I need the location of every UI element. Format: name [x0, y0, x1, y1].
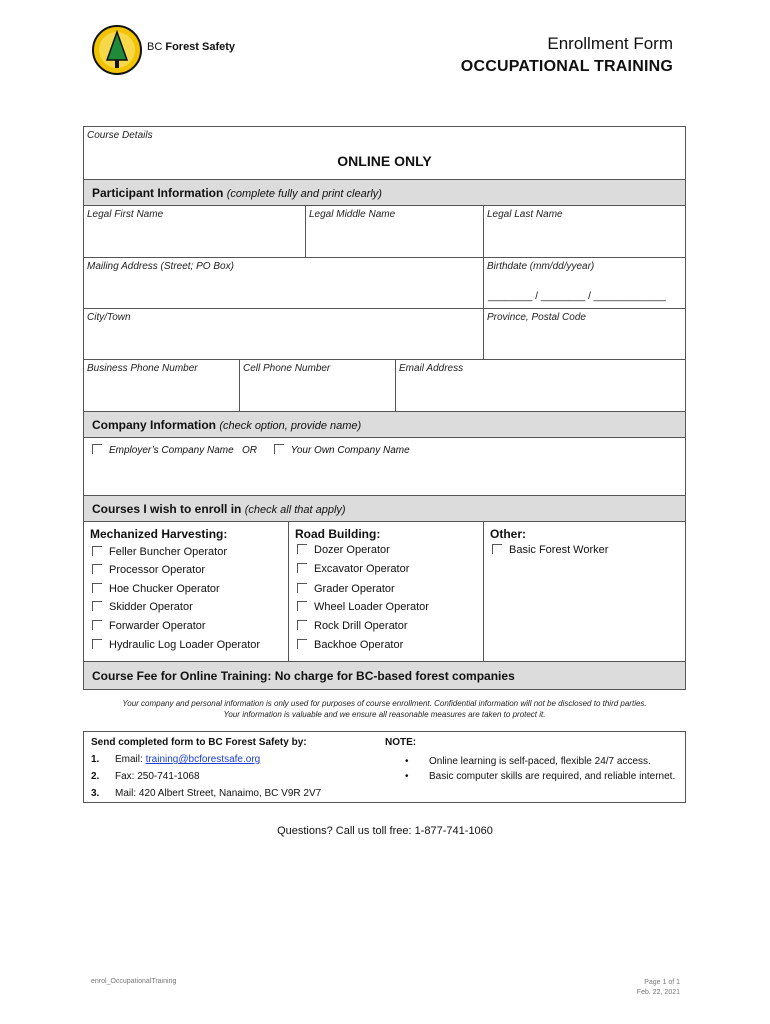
- course-item[interactable]: Feller Buncher Operator: [92, 546, 227, 558]
- company-heading: Company Information: [92, 418, 217, 432]
- course-checkbox[interactable]: [92, 620, 102, 630]
- courses-section-header: [84, 496, 685, 522]
- course-details-label: Course Details: [87, 130, 153, 141]
- course-checkbox[interactable]: [297, 620, 307, 630]
- road-building-title: Road Building:: [295, 527, 381, 541]
- note-item: • Basic computer skills are required, and reliable internet.: [405, 771, 676, 782]
- footer-page-info: Page 1 of 1 Feb. 22, 2021: [636, 979, 680, 996]
- city-row: [84, 309, 685, 360]
- email-field[interactable]: Email Address: [399, 363, 464, 374]
- courses-row: [84, 522, 685, 662]
- course-checkbox[interactable]: [297, 544, 307, 554]
- form-title: Enrollment Form: [547, 34, 673, 53]
- course-item[interactable]: Excavator Operator: [297, 563, 409, 575]
- course-item[interactable]: Grader Operator: [297, 583, 395, 595]
- name-row: [84, 206, 685, 258]
- note-item: • Online learning is self-paced, flexible 24/7 access.: [405, 756, 651, 767]
- course-item[interactable]: Backhoe Operator: [297, 639, 403, 651]
- course-checkbox[interactable]: [92, 601, 102, 611]
- course-item[interactable]: Forwarder Operator: [92, 620, 206, 632]
- courses-note: (check all that apply): [244, 504, 346, 516]
- course-item[interactable]: Processor Operator: [92, 564, 205, 576]
- course-item[interactable]: Basic Forest Worker: [492, 544, 608, 556]
- course-checkbox[interactable]: [92, 564, 102, 574]
- course-checkbox[interactable]: [92, 546, 102, 556]
- course-checkbox[interactable]: [297, 563, 307, 573]
- note-title: NOTE:: [385, 737, 417, 748]
- company-note: (check option, provide name): [219, 420, 362, 432]
- privacy-notice: Your company and personal information is only used for purposes of course enrollment. Confidential information will not be disclosed to third parties. Your information is valuable and we ensure all reasonable measures are taken to protect it.: [122, 699, 647, 719]
- course-fee-text: Course Fee for Online Training: No charge for BC-based forest companies: [92, 669, 515, 683]
- course-checkbox[interactable]: [297, 583, 307, 593]
- course-fee-row: [84, 662, 685, 690]
- send-title: Send completed form to BC Forest Safety by:: [91, 737, 307, 748]
- mechanized-harvesting-column: [84, 522, 289, 661]
- company-row: [84, 438, 685, 496]
- enrollment-form: [83, 126, 686, 690]
- cell-phone-field[interactable]: Cell Phone Number: [240, 360, 396, 411]
- company-section-header: [84, 412, 685, 438]
- or-label: OR: [242, 445, 258, 456]
- course-checkbox[interactable]: [297, 601, 307, 611]
- birthdate-blanks: ________ / ________ / _____________: [488, 291, 666, 302]
- course-item[interactable]: Dozer Operator: [297, 544, 390, 556]
- course-checkbox[interactable]: [297, 639, 307, 649]
- mechanized-harvesting-title: Mechanized Harvesting:: [90, 527, 228, 541]
- employer-company-label: Employer’s Company Name: [109, 445, 234, 456]
- course-item[interactable]: Wheel Loader Operator: [297, 601, 429, 613]
- last-name-field[interactable]: Legal Last Name: [487, 209, 563, 220]
- course-details-row[interactable]: [84, 127, 685, 180]
- send-info-box: [83, 731, 686, 803]
- other-column: [484, 522, 685, 661]
- logo-text: BC Forest Safety: [147, 41, 236, 53]
- participant-heading: Participant Information: [92, 186, 224, 200]
- course-checkbox[interactable]: [92, 583, 102, 593]
- course-item[interactable]: Hoe Chucker Operator: [92, 583, 220, 595]
- middle-name-field[interactable]: Legal Middle Name: [306, 206, 484, 257]
- course-item[interactable]: Rock Drill Operator: [297, 620, 408, 632]
- send-mail: 3. Mail: 420 Albert Street, Nanaimo, BC V9R 2V7: [91, 788, 322, 799]
- participant-section-header: [84, 180, 685, 206]
- province-field[interactable]: Province, Postal Code: [487, 312, 586, 323]
- email-link[interactable]: training@bcforestsafe.org: [145, 754, 261, 765]
- footer-doc-name: enrol_OccupationalTraining: [91, 978, 177, 985]
- contact-row: [84, 360, 685, 412]
- city-field[interactable]: City/Town: [84, 309, 484, 359]
- send-email: 1. Email: training@bcforestsafe.org: [91, 754, 261, 765]
- online-only-text: ONLINE ONLY: [337, 153, 432, 169]
- road-building-column: [289, 522, 484, 661]
- courses-heading: Courses I wish to enroll in: [92, 502, 242, 516]
- employer-company-checkbox[interactable]: [92, 444, 102, 454]
- other-title: Other:: [490, 527, 526, 541]
- birthdate-field[interactable]: Birthdate (mm/dd/yyear) ________ / ________ / _____________: [487, 261, 666, 302]
- address-row: [84, 258, 685, 309]
- questions-text: Questions? Call us toll free: 1-877-741-1060: [277, 825, 493, 837]
- send-fax: 2. Fax: 250-741-1068: [91, 771, 200, 782]
- participant-note: (complete fully and print clearly): [226, 188, 382, 200]
- course-item[interactable]: Skidder Operator: [92, 601, 193, 613]
- course-checkbox[interactable]: [92, 639, 102, 649]
- form-subtitle: OCCUPATIONAL TRAINING: [460, 58, 673, 75]
- mailing-address-field[interactable]: Mailing Address (Street; PO Box): [84, 258, 484, 308]
- course-item[interactable]: Hydraulic Log Loader Operator: [92, 639, 260, 651]
- first-name-field[interactable]: Legal First Name: [84, 206, 306, 257]
- own-company-checkbox[interactable]: [274, 444, 284, 454]
- bc-forest-safety-logo: [91, 24, 143, 76]
- course-checkbox[interactable]: [492, 544, 502, 554]
- own-company-label: Your Own Company Name: [290, 445, 410, 456]
- business-phone-field[interactable]: Business Phone Number: [84, 360, 240, 411]
